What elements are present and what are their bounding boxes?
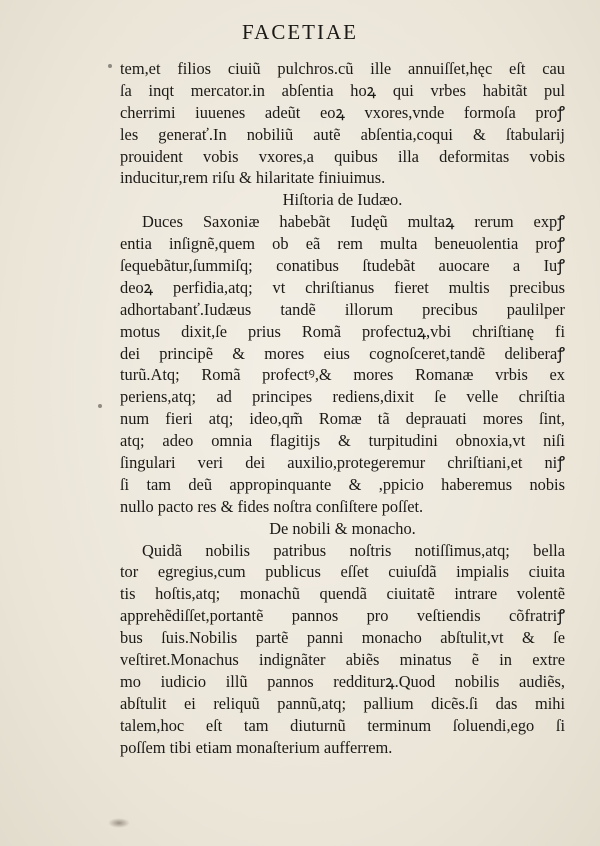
- text-line: poſſem tibi etiam monaſterium aufferrem.: [120, 737, 393, 757]
- text-line: ſingulari veri dei auxilio,protegeremur chriſtiani,et niꝭ: [120, 453, 565, 473]
- text-line: tis hoſtis,atq; monachũ quendã ciuitatẽ intrare volentẽ: [120, 584, 565, 604]
- text-line: entia inſignẽ,quem ob eã rem multa beneuolentia proꝭ: [120, 234, 565, 254]
- ink-smudge: [108, 818, 130, 828]
- text-line: nullo pacto res & fides noſtra conſiſtere poſſet.: [120, 496, 424, 516]
- text-line: ſa inqt mercator.in abſentia hoꝝ qui vrbes habitãt pul: [120, 80, 565, 100]
- text-line: prouident vobis vxores,a quibus illa deformitas vobis: [120, 146, 565, 166]
- text-line: les generať.In nobiliũ autẽ abſentia,coqui & ſtabularij: [120, 124, 565, 144]
- section-heading: Hiſtoria de Iudæo.: [282, 190, 403, 210]
- text-line: tem,et filios ciuiũ pulchros.cũ ille annuiſſet,hęc eſt cau: [120, 59, 565, 78]
- text-block: [120, 58, 565, 759]
- section-heading: De nobili & monacho.: [269, 518, 416, 538]
- text-line: dei principẽ & mores eius cognoſceret,tandẽ deliberaꝭ: [120, 343, 565, 363]
- text-line: ſi tam deũ appropinquante & ,ppicio haberemus nobis: [120, 474, 565, 494]
- text-line: mo iudicio illũ pannos redditurꝝ.Quod nobilis audiẽs,: [120, 671, 565, 691]
- text-line: cherrimi iuuenes adeũt eoꝝ vxores,vnde formoſa proꝭ: [120, 102, 565, 122]
- text-line: inducitur,rem riſu & hilaritate finiuimus.: [120, 168, 386, 188]
- text-line: motus dixit,ſe prius Romã profectuꝝ,vbi chriſtianę fi: [120, 321, 565, 341]
- text-line: num fieri atq; ideo,qm̃ Romæ tã deprauati mores ſint,: [120, 409, 565, 429]
- running-head: FACETIAE: [242, 20, 358, 44]
- ink-mark: [108, 64, 112, 68]
- text-line: Quidã nobilis patribus noſtris notiſſimus,atq; bella: [142, 540, 565, 560]
- text-line: periens,atq; ad principes rediens,dixit ſe velle chriſtia: [120, 387, 565, 407]
- text-line: Duces Saxoniæ habebãt Iudęũ multaꝝ rerum expꝭ: [142, 212, 565, 232]
- text-line: talem,hoc eſt tam diuturnũ terminum ſoluendi,ego ſi: [120, 715, 565, 735]
- text-line: deoꝝ perfidia,atq; vt chriſtianus fieret multis precibus: [120, 277, 565, 297]
- text-line: veſtiret.Monachus indignãter abiẽs minatus ẽ in extre: [120, 650, 565, 670]
- text-line: bus ſuis.Nobilis partẽ panni monacho abſtulit,vt & ſe: [120, 628, 565, 648]
- ink-mark: [98, 404, 102, 408]
- text-line: turũ.Atq; Romã profectꝰ,& mores Romanæ vrbis ex: [120, 365, 565, 385]
- text-line: tor egregius,cum publicus eſſet cuiuſdã impialis ciuita: [120, 562, 565, 582]
- text-line: atq; adeo omnia flagitijs & turpitudini obnoxia,vt niſi: [120, 431, 565, 451]
- text-line: ſequebãtur,ſummiſq; conatibus ſtudebãt auocare a Iuꝭ: [120, 256, 565, 276]
- text-line: abſtulit ei reliquũ pannũ,atq; pallium dicẽs.ſi das mihi: [120, 693, 565, 713]
- text-line: apprehẽdiſſet,portantẽ pannos pro veſtiendis cõfratriꝭ: [120, 606, 565, 626]
- text-line: adhortabanť.Iudæus tandẽ illorum precibus paulilper: [120, 299, 565, 319]
